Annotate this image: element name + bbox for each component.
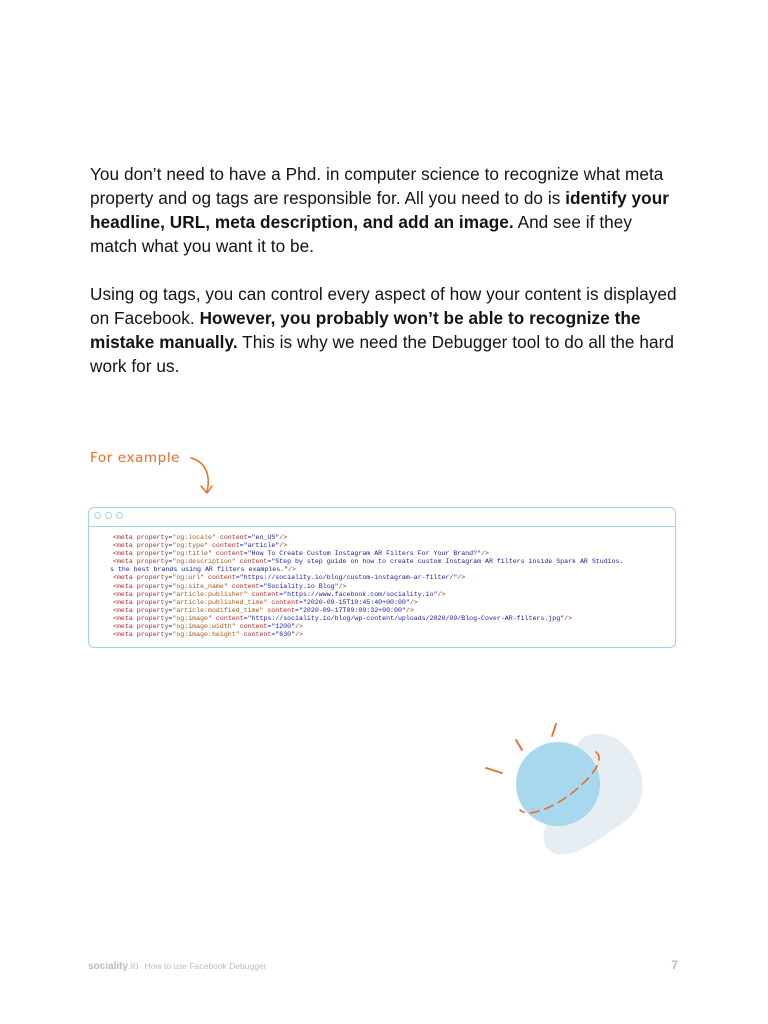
window-dot bbox=[94, 512, 101, 519]
code-attr: property bbox=[136, 598, 169, 606]
code-content-value: "https://www.facebook.com/sociality.io" bbox=[283, 590, 438, 598]
code-eq: = bbox=[259, 582, 264, 590]
code-eq: = bbox=[235, 574, 240, 582]
code-content-value: "How To Create Custom Instagram AR Filters For Your Brand?" bbox=[247, 550, 482, 558]
code-attr: property bbox=[136, 542, 169, 550]
code-eq: = bbox=[168, 623, 173, 631]
code-tag: /> bbox=[405, 606, 414, 614]
code-content-value: "en_US" bbox=[251, 534, 280, 541]
code-tag: /> bbox=[338, 582, 347, 590]
code-property-value: "og:url" bbox=[172, 574, 205, 582]
code-content-value: "https://sociality.io/blog/custom-instagram-ar-filter/" bbox=[239, 574, 458, 582]
code-eq: = bbox=[271, 631, 276, 639]
code-attr: content bbox=[263, 606, 296, 614]
code-property-value: "og:type" bbox=[172, 542, 208, 550]
code-tag: /> bbox=[295, 623, 303, 631]
code-attr: content bbox=[211, 550, 244, 558]
code-eq: = bbox=[239, 542, 244, 550]
paragraph-bold-text: However, you probably won’t be able to recognize the mistake manually. bbox=[90, 308, 641, 352]
code-eq: = bbox=[168, 631, 173, 639]
browser-title-bar bbox=[89, 508, 675, 527]
code-property-value: "og:description" bbox=[172, 558, 236, 566]
code-eq: = bbox=[168, 598, 173, 606]
code-line bbox=[113, 599, 623, 607]
code-property-value: "og:site_name" bbox=[172, 582, 228, 590]
intro-paragraph bbox=[90, 162, 680, 258]
code-line bbox=[113, 591, 623, 599]
code-tag: /> bbox=[457, 574, 466, 582]
brand-suffix: .io bbox=[128, 961, 139, 972]
code-line bbox=[113, 583, 623, 591]
code-line bbox=[113, 623, 623, 631]
paragraph-text: Using og tags, you can control every aspect of how your content is displayed on Facebook. bbox=[90, 284, 677, 328]
code-property-value: "og:image:height" bbox=[172, 631, 240, 639]
code-content-value: "https://sociality.io/blog/wp-content/uploads/2020/09/Blog-Cover-AR-filters.jpg" bbox=[247, 614, 565, 622]
code-property-value: "article:modified_time" bbox=[172, 606, 264, 614]
code-eq: = bbox=[279, 590, 284, 598]
code-tag: <meta bbox=[113, 582, 137, 590]
planet-illustration bbox=[478, 718, 650, 868]
code-tag: /> bbox=[481, 550, 489, 558]
code-attr: content bbox=[247, 590, 280, 598]
footer-subtitle: How to use Facebook Debugger bbox=[144, 961, 267, 971]
code-attr: content bbox=[239, 631, 272, 639]
code-line bbox=[110, 566, 623, 574]
code-tag: <meta bbox=[113, 534, 137, 541]
code-attr: property bbox=[136, 631, 169, 639]
code-attr: content bbox=[235, 623, 268, 631]
code-attr: content bbox=[204, 574, 236, 582]
paragraph-bold-text: identify your headline, URL, meta description, and add an image. bbox=[90, 188, 669, 232]
code-tag: <meta bbox=[113, 550, 137, 558]
paragraph-text: And see if they match what you want it to be. bbox=[90, 212, 633, 256]
code-attr: content bbox=[211, 614, 244, 622]
code-attr: content bbox=[227, 582, 260, 590]
brand-name: sociality bbox=[88, 961, 129, 972]
code-line bbox=[113, 534, 623, 542]
code-content-value: "2020-09-15T10:45:40+00:00" bbox=[302, 598, 410, 606]
code-tag: <meta bbox=[113, 590, 137, 598]
code-content-value: "article" bbox=[243, 542, 280, 550]
code-line bbox=[113, 550, 623, 558]
footer-brand bbox=[88, 961, 267, 972]
code-attr: property bbox=[136, 550, 169, 558]
code-line bbox=[113, 607, 623, 615]
code-eq: = bbox=[168, 574, 173, 582]
window-dot bbox=[105, 512, 112, 519]
code-attr: content bbox=[208, 542, 240, 550]
code-eq: = bbox=[168, 534, 173, 541]
code-tag: <meta bbox=[113, 598, 137, 606]
code-eq: = bbox=[168, 550, 173, 558]
code-attr: property bbox=[136, 614, 169, 622]
code-tag: <meta bbox=[113, 623, 137, 631]
code-eq: = bbox=[168, 606, 173, 614]
code-content-value: s the best brands using AR filters examples." bbox=[110, 566, 289, 574]
code-tag: /> bbox=[295, 631, 303, 639]
code-attr: property bbox=[136, 623, 169, 631]
code-tag: <meta bbox=[113, 606, 137, 614]
meta-tags-code bbox=[110, 534, 624, 639]
code-tag: /> bbox=[279, 534, 288, 541]
example-label: For example bbox=[90, 450, 181, 466]
page-number: 7 bbox=[671, 958, 678, 972]
code-tag: /> bbox=[288, 566, 296, 574]
code-tag: /> bbox=[279, 542, 288, 550]
window-dot bbox=[116, 512, 123, 519]
code-tag: <meta bbox=[113, 614, 137, 622]
code-line bbox=[113, 542, 623, 550]
code-property-value: "og:image:width" bbox=[172, 623, 236, 631]
code-property-value: "og:locale" bbox=[172, 534, 216, 541]
code-eq: = bbox=[168, 558, 173, 566]
code-eq: = bbox=[168, 542, 173, 550]
code-tag: <meta bbox=[113, 631, 137, 639]
code-eq: = bbox=[168, 590, 173, 598]
code-attr: property bbox=[136, 606, 169, 614]
code-attr: property bbox=[136, 534, 169, 541]
code-line bbox=[113, 631, 623, 639]
code-attr: property bbox=[136, 558, 169, 566]
code-line bbox=[113, 558, 623, 566]
code-tag: <meta bbox=[113, 542, 137, 550]
code-property-value: "article:publisher" bbox=[172, 590, 248, 598]
code-content-value: "Step by step guide on how to create custom Instagram AR filters inside Spark AR Studios. bbox=[271, 558, 624, 566]
code-tag: /> bbox=[409, 598, 418, 606]
code-attr: content bbox=[267, 598, 299, 606]
code-eq: = bbox=[267, 623, 272, 631]
paragraph-text: This is why we need the Debugger tool to do all the hard work for us. bbox=[90, 332, 674, 376]
code-property-value: "article:published_time" bbox=[172, 598, 268, 606]
code-browser-window bbox=[88, 507, 676, 648]
code-attr: content bbox=[215, 534, 248, 541]
code-eq: = bbox=[247, 534, 252, 541]
code-line bbox=[113, 615, 623, 623]
code-attr: property bbox=[136, 590, 169, 598]
code-eq: = bbox=[243, 614, 248, 622]
code-attr: property bbox=[136, 574, 169, 582]
code-property-value: "og:title" bbox=[172, 550, 212, 558]
code-eq: = bbox=[243, 550, 248, 558]
code-eq: = bbox=[168, 582, 173, 590]
code-content-value: "630" bbox=[275, 631, 296, 639]
code-property-value: "og:image" bbox=[172, 614, 212, 622]
code-attr: content bbox=[235, 558, 268, 566]
code-eq: = bbox=[267, 558, 272, 566]
code-eq: = bbox=[168, 614, 173, 622]
code-tag: /> bbox=[564, 614, 573, 622]
og-tags-paragraph bbox=[90, 282, 680, 378]
code-content-value: "Sociality.io Blog" bbox=[263, 582, 339, 590]
code-content-value: "2020-09-17T09:09:32+00:00" bbox=[299, 606, 406, 614]
code-eq: = bbox=[295, 606, 300, 614]
code-content-value: "1200" bbox=[271, 623, 296, 631]
code-tag: /> bbox=[437, 590, 446, 598]
curved-arrow-icon bbox=[185, 456, 217, 498]
code-eq: = bbox=[299, 598, 303, 606]
code-attr: property bbox=[136, 582, 169, 590]
code-tag: <meta bbox=[113, 574, 137, 582]
code-tag: <meta bbox=[113, 558, 137, 566]
code-line bbox=[113, 574, 623, 582]
paragraph-text: You don’t need to have a Phd. in computer science to recognize what meta property and og tags are responsible for. All you need to do is bbox=[90, 164, 664, 208]
